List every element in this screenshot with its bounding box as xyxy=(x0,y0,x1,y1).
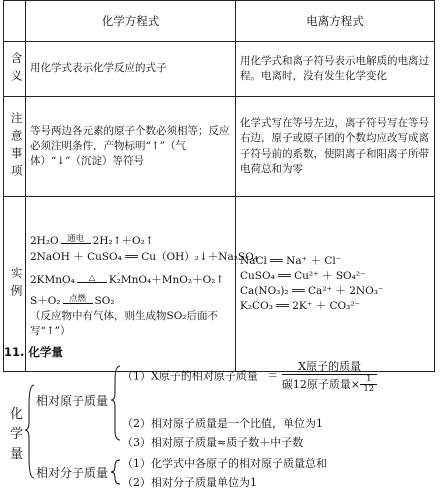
chem-equation-2: 2NaOH ＋ CuSO₄ ══ Cu（OH）₂↓＋Na₂SO₄ xyxy=(30,250,258,263)
table-row xyxy=(4,97,435,197)
meaning-ionization: 用化学式和离子符号表示电解质的电离过程。电离时，没有发生化学变化 xyxy=(236,42,435,97)
table-row xyxy=(4,42,435,97)
notes-chem: 等号两边各元素的原子个数必须相等；反应必须注明条件，产物标明“↑”（气体）“↓”（沉淀）等符号 xyxy=(26,97,236,197)
ionization-equation-4: K₂CO₃ ══ 2K⁺ ＋ CO₃²⁻ xyxy=(240,300,361,313)
header-ionization-equation: 电离方程式 xyxy=(236,1,435,42)
comparison-table xyxy=(3,0,435,372)
section-title: 11. 化学量 xyxy=(4,345,63,359)
relative-molecular-mass-item-1: （1）化学式中各原子的相对原子质量总和 xyxy=(122,457,327,470)
relative-molecular-mass-label: 相对分子质量 xyxy=(36,466,109,480)
examples-ionization xyxy=(236,197,435,372)
relative-atomic-mass-item-3: （3）相对原子质量≈质子数＋中子数 xyxy=(122,436,304,449)
row-label-meaning: 含义 xyxy=(9,51,24,87)
ionization-equation-2: CuSO₄ ══ Cu²⁺ ＋ SO₄²⁻ xyxy=(240,269,366,282)
chem-equation-4: S＋O₂ 点燃 SO₂ xyxy=(30,294,115,307)
table-header-row xyxy=(4,1,435,42)
relative-atomic-mass-label: 相对原子质量 xyxy=(36,394,109,408)
relative-molecular-mass-item-2: （2）相对分子质量单位为1 xyxy=(122,476,257,489)
root-label: 化学量 xyxy=(10,407,24,462)
chem-equation-1: 2H₂O 通电 2H₂↑＋O₂↑ xyxy=(30,234,154,248)
ionization-equation-3: Ca(NO₃)₂ ══ Ca²⁺ ＋ 2NO₃⁻ xyxy=(240,285,384,297)
relative-atomic-mass-item-2: （2）相对原子质量是一个比值，单位为1 xyxy=(122,417,323,430)
notes-ionization: 化学式写在等号左边，离子符号写在等号右边，原子或原子团的个数均应改写成离子符号前的系数，使阴离子和阳离子所带电荷总和为零 xyxy=(236,97,435,197)
meaning-chem: 用化学式表示化学反应的式子 xyxy=(26,42,236,97)
header-chem-equation: 化学方程式 xyxy=(26,1,236,42)
relative-atomic-mass-item-1: （1）X原子的相对原子质量 ＝ X原子的质量 碳12原子质量× $\frac{1}{12}$ xyxy=(122,358,377,395)
row-label-examples: 实例 xyxy=(9,266,24,302)
relative-atomic-mass-formula: X原子的质量 碳12原子质量× $\frac{1}{12}$ xyxy=(282,358,378,395)
chem-example-note: （反应物中有气体，则生成物SO₂后面不写“↑”） xyxy=(30,310,219,338)
header-corner-cell xyxy=(4,1,26,42)
ionization-equation-1: NaCl ══ Na⁺ ＋ Cl⁻ xyxy=(240,254,342,267)
chem-equation-3: 2KMnO₄ △ K₂MnO₄＋MnO₂＋O₂↑ xyxy=(30,272,225,286)
chemical-quantity-diagram xyxy=(0,360,441,500)
table-row xyxy=(4,197,435,372)
row-label-notes: 注意事项 xyxy=(9,111,24,182)
